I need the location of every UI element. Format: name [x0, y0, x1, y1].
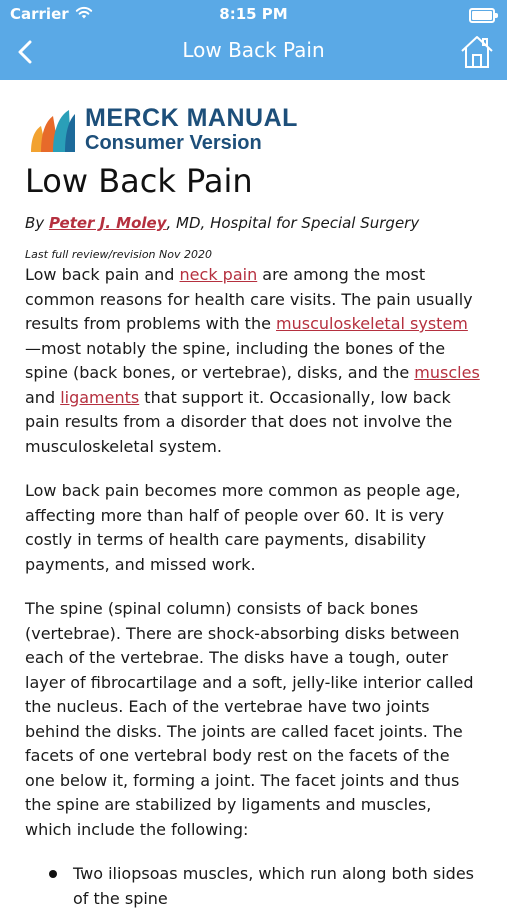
- nav-title: Low Back Pain: [182, 38, 325, 62]
- brand-subtitle: Consumer Version: [85, 132, 262, 154]
- paragraph-2: Low back pain becomes more common as people age, affecting more than half of people over 60. It is very costly in terms of health care payments, disability payments, and missed work.: [25, 481, 461, 574]
- nav-bar: [0, 30, 507, 76]
- author-link[interactable]: Peter J. Moley: [48, 214, 167, 232]
- merck-manual-brand: [25, 102, 482, 158]
- paragraph-1: [25, 263, 482, 459]
- carrier-label: Carrier: [10, 5, 69, 23]
- p1-text-5: that support it. Occasionally, low back pain results from a disorder that does not involve the musculoskeletal system.: [25, 387, 453, 456]
- home-button[interactable]: [457, 32, 497, 72]
- article-title: Low Back Pain: [25, 162, 253, 200]
- list-item: [47, 862, 482, 911]
- clock: 8:15 PM: [219, 5, 288, 23]
- merck-logo-icon: [27, 104, 77, 154]
- p1-text-2: are among the most common reasons for health care visits. The pain usually results from problems with the: [25, 265, 473, 333]
- muscles-link[interactable]: muscles: [414, 363, 480, 382]
- bullet-icon: [49, 870, 57, 878]
- paragraph-3: The spine (spinal column) consists of back bones (vertebrae). There are shock-absorbing disks between each of the vertebrae. The disks have a tough, outer layer of fibrocartilage and a soft, jelly-like interior called the nucleus. Each of the vertebrae have two joints behind the disks. The joints are called facet joints. The facets of one vertebral body rest on the facets of the one below it, forming a joint. The facet joints and thus the spine are stabilized by ligaments and muscles, which include the following:: [25, 599, 474, 839]
- byline-prefix: By: [25, 214, 49, 232]
- article-content: [0, 102, 507, 911]
- brand-title: MERCK MANUAL: [85, 104, 298, 132]
- list-item-text: Two iliopsoas muscles, which run along both sides of the spine: [73, 864, 474, 908]
- p1-text-3: —most notably the spine, including the bones of the spine (back bones, or vertebrae), disks, and the: [25, 338, 446, 382]
- musculoskeletal-system-link[interactable]: musculoskeletal system: [276, 314, 468, 333]
- ligaments-link[interactable]: ligaments: [60, 387, 140, 407]
- p1-text-4: and: [25, 387, 61, 407]
- p1-text-1: Low back pain and: [25, 265, 180, 284]
- neck-pain-link[interactable]: neck pain: [179, 265, 258, 284]
- home-icon: [459, 34, 495, 70]
- top-bar: [0, 0, 507, 80]
- byline: [25, 214, 482, 232]
- bullet-list: [25, 862, 482, 911]
- byline-affiliation: , MD, Hospital for Special Surgery: [166, 214, 420, 232]
- battery-icon: [469, 8, 495, 23]
- status-bar: [0, 0, 507, 28]
- review-date: Last full review/revision Nov 2020: [25, 248, 212, 261]
